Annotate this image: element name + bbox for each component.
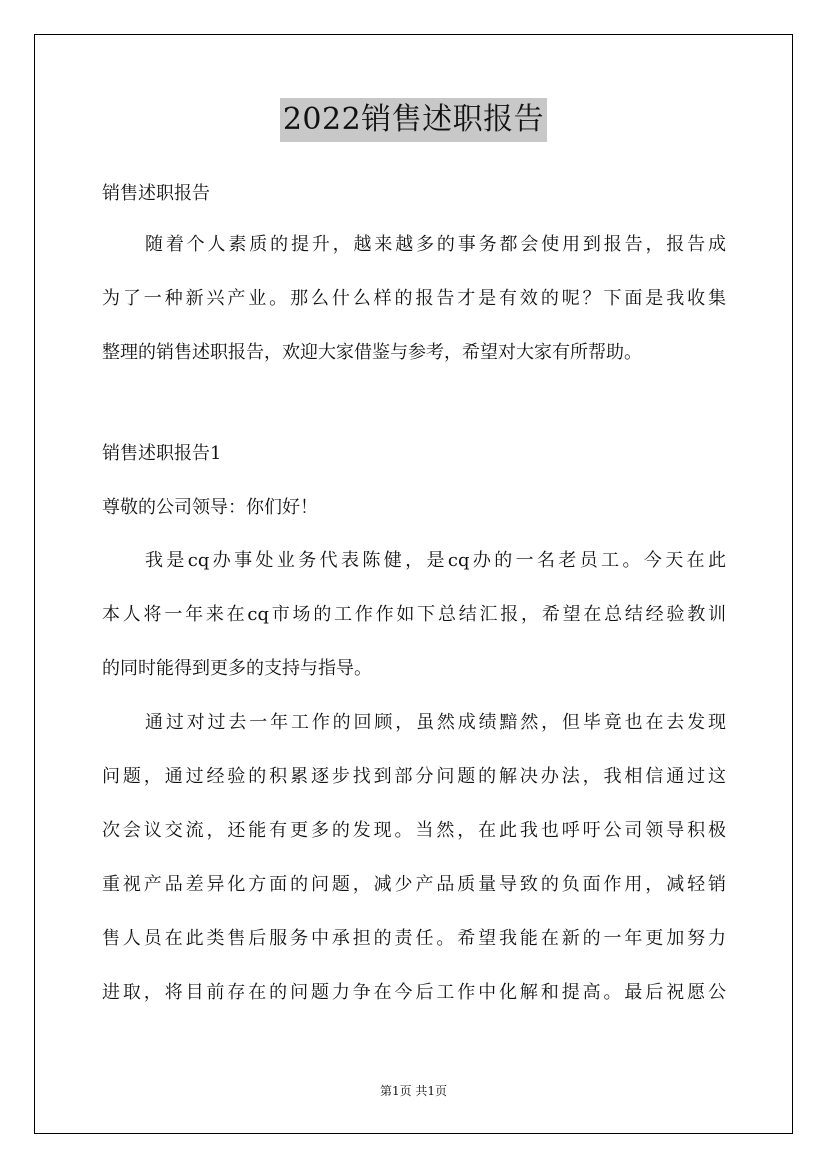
paragraph-line: 次会议交流，还能有更多的发现。当然，在此我也呼吁公司领导积极 [102, 820, 726, 841]
paragraph-line: 进取，将目前存在的问题力争在今后工作中化解和提高。最后祝愿公 [102, 982, 726, 1003]
paragraph-line: 的同时能得到更多的支持与指导。 [102, 658, 372, 679]
paragraph-gap [102, 380, 726, 424]
greeting: 尊敬的公司领导：你们好！ [102, 497, 318, 518]
paragraph-line: 通过对过去一年工作的回顾，虽然成绩黯然，但毕竟也在去发现 [145, 712, 726, 733]
paragraph-line: 售人员在此类售后服务中承担的责任。希望我能在新的一年更加努力 [102, 928, 726, 949]
section-heading: 销售述职报告1 [102, 443, 222, 464]
title-container [0, 98, 827, 142]
document-body [102, 170, 726, 1020]
page-number: 第1页 共1页 [379, 1084, 448, 1098]
paragraph-line: 我是cq办事处业务代表陈健，是cq办的一名老员工。今天在此 [145, 550, 726, 571]
document-title: 2022销售述职报告 [280, 98, 547, 142]
paragraph-2 [102, 696, 726, 1020]
paragraph-line: 问题，通过经验的积累逐步找到部分问题的解决办法，我相信通过这 [102, 766, 726, 787]
paragraph-line: 本人将一年来在cq市场的工作作如下总结汇报，希望在总结经验教训 [102, 604, 726, 625]
paragraph-line: 重视产品差异化方面的问题，减少产品质量导致的负面作用，减轻销 [102, 874, 726, 895]
paragraph-1 [102, 534, 726, 696]
document-subtitle: 销售述职报告 [102, 183, 210, 204]
page-footer [0, 1082, 827, 1099]
intro-line: 整理的销售述职报告，欢迎大家借鉴与参考，希望对大家有所帮助。 [102, 342, 642, 363]
intro-paragraph [102, 218, 726, 380]
intro-line: 为了一种新兴产业。那么什么样的报告才是有效的呢？下面是我收集 [102, 288, 726, 309]
intro-line: 随着个人素质的提升，越来越多的事务都会使用到报告，报告成 [145, 234, 726, 255]
